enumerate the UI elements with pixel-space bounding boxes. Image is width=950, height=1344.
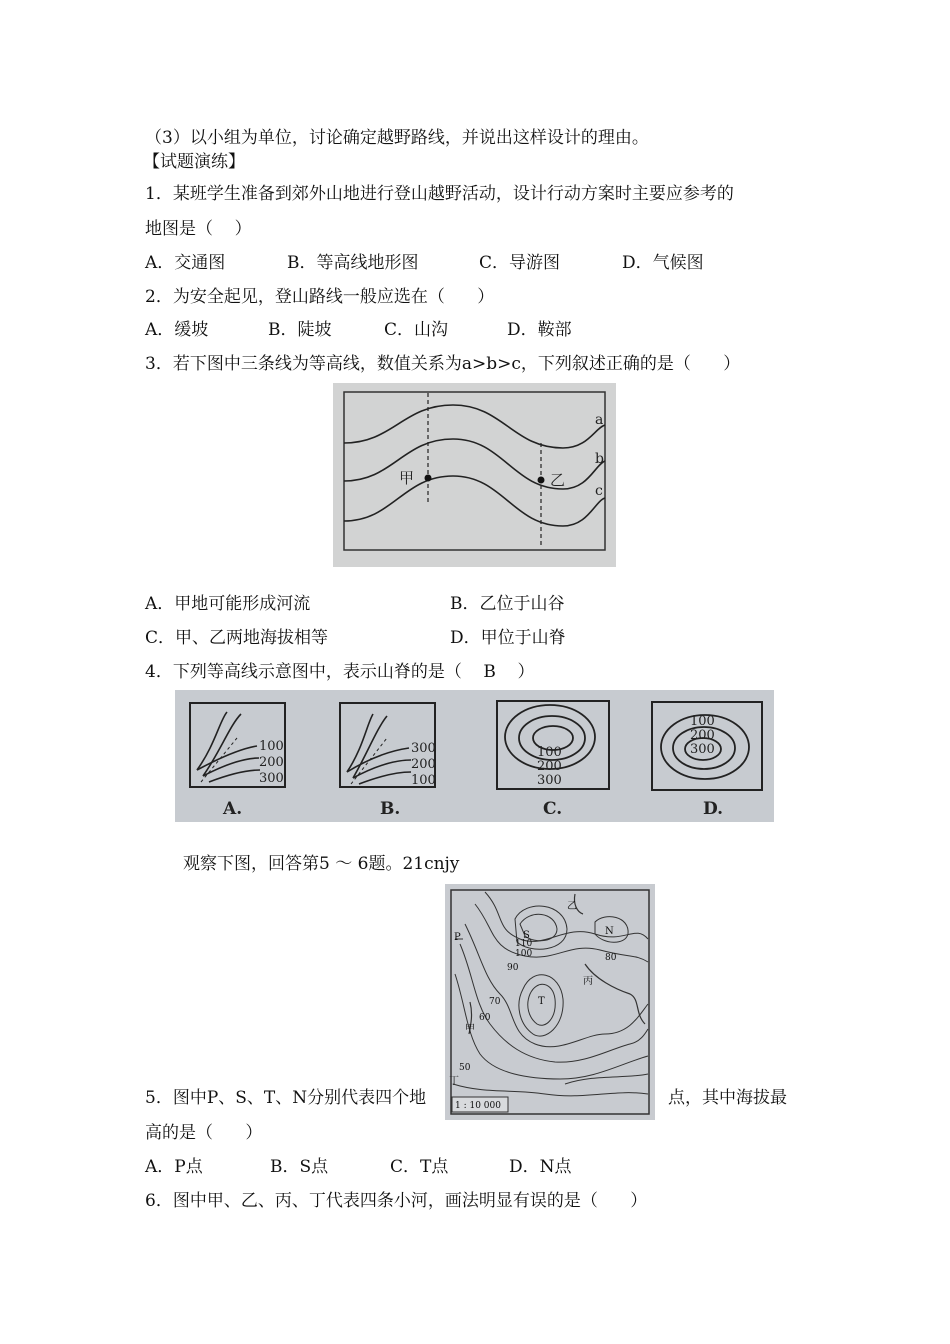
q5-option-b: B．S点 bbox=[270, 1157, 329, 1177]
q3-point-jia-label: 甲 bbox=[399, 469, 415, 487]
section3-prompt: （3）以小组为单位，讨论确定越野路线，并说出这样设计的理由。 bbox=[145, 128, 649, 148]
q4-b-value-2: 200 bbox=[411, 757, 436, 772]
q4-a-value-1: 100 bbox=[259, 739, 284, 754]
q4-c-value-2: 200 bbox=[537, 759, 562, 774]
observe-instruction: 观察下图，回答第5 ～ 6题。21cnjy bbox=[183, 854, 460, 874]
q4-a-value-2: 200 bbox=[259, 755, 284, 770]
q3-option-a: A．甲地可能形成河流 bbox=[145, 594, 311, 614]
q1-stem: 1．某班学生准备到郊外山地进行登山越野活动，设计行动方案时主要应参考的 bbox=[145, 184, 734, 204]
q3-option-c: C．甲、乙两地海拔相等 bbox=[145, 628, 329, 648]
map-river-yi: 乙 bbox=[567, 901, 577, 912]
q1-option-b: B．等高线地形图 bbox=[287, 253, 419, 273]
practice-heading: 【试题演练】 bbox=[143, 152, 245, 172]
map-contour-100: 100 bbox=[515, 949, 533, 959]
q4-b-letter: B. bbox=[380, 799, 401, 819]
q4-b-value-3: 100 bbox=[411, 773, 436, 788]
map-point-p: P bbox=[454, 932, 461, 943]
q3-option-d: D．甲位于山脊 bbox=[450, 628, 566, 648]
q1-option-a: A．交通图 bbox=[145, 253, 226, 273]
map-contour-50: 50 bbox=[459, 1063, 471, 1073]
q2-stem: 2．为安全起见，登山路线一般应选在（ ） bbox=[145, 287, 495, 307]
q5-option-a: A．P点 bbox=[145, 1157, 203, 1177]
map-scale: 1 : 10 000 bbox=[455, 1101, 501, 1111]
map-contour-70: 70 bbox=[489, 997, 501, 1007]
map-river-jia: 甲 bbox=[465, 1024, 475, 1035]
q5-stem-cont: 高的是（ ） bbox=[145, 1123, 263, 1143]
q2-option-d: D．鞍部 bbox=[507, 320, 572, 340]
q2-option-b: B．陡坡 bbox=[268, 320, 332, 340]
map-contour-60: 60 bbox=[479, 1013, 491, 1023]
q3-label-b: b bbox=[595, 451, 604, 467]
q4-d-value-3: 300 bbox=[690, 742, 715, 757]
q4-d-value-2: 200 bbox=[690, 728, 715, 743]
q3-label-a: a bbox=[595, 412, 604, 428]
map-contour-90: 90 bbox=[507, 963, 519, 973]
q2-option-c: C．山沟 bbox=[384, 320, 449, 340]
q4-c-value-1: 100 bbox=[537, 745, 562, 760]
q1-option-c: C．导游图 bbox=[479, 253, 561, 273]
q5-option-d: D．N点 bbox=[509, 1157, 572, 1177]
map-point-t: T bbox=[538, 996, 545, 1007]
q4-a-value-3: 300 bbox=[259, 771, 284, 786]
map-point-s: S bbox=[523, 930, 530, 941]
map-point-n: N bbox=[605, 926, 614, 937]
q1-option-d: D．气候图 bbox=[622, 253, 704, 273]
q4-c-value-3: 300 bbox=[537, 773, 562, 788]
q3-contour-figure bbox=[333, 383, 616, 567]
q5-stem-right: 点，其中海拔最 bbox=[668, 1088, 787, 1108]
q4-a-letter: A. bbox=[223, 799, 243, 819]
q4-c-letter: C. bbox=[543, 799, 563, 819]
q4-d-value-1: 100 bbox=[690, 714, 715, 729]
q3-label-c: c bbox=[595, 483, 603, 499]
q2-option-a: A．缓坡 bbox=[145, 320, 209, 340]
topo-map-figure bbox=[445, 884, 655, 1120]
q6-stem: 6．图中甲、乙、丙、丁代表四条小河，画法明显有误的是（ ） bbox=[145, 1191, 648, 1211]
q4-contour-panels bbox=[175, 690, 774, 822]
q4-b-value-1: 300 bbox=[411, 741, 436, 756]
map-river-bing: 丙 bbox=[583, 976, 593, 987]
q3-stem: 3．若下图中三条线为等高线，数值关系为a>b>c，下列叙述正确的是（ ） bbox=[145, 354, 741, 374]
q5-option-c: C．T点 bbox=[390, 1157, 449, 1177]
q3-point-yi-label: 乙 bbox=[550, 471, 566, 489]
q5-stem-left: 5．图中P、S、T、N分别代表四个地 bbox=[145, 1088, 427, 1108]
map-river-ding: 丁 bbox=[449, 1076, 459, 1087]
map-contour-110: 110 bbox=[515, 939, 533, 949]
q3-option-b: B．乙位于山谷 bbox=[450, 594, 565, 614]
q4-d-letter: D. bbox=[703, 799, 724, 819]
q1-stem-cont: 地图是（ ） bbox=[145, 219, 252, 239]
q4-stem: 4．下列等高线示意图中，表示山脊的是（ B ） bbox=[145, 662, 535, 682]
map-contour-80: 80 bbox=[605, 953, 617, 963]
